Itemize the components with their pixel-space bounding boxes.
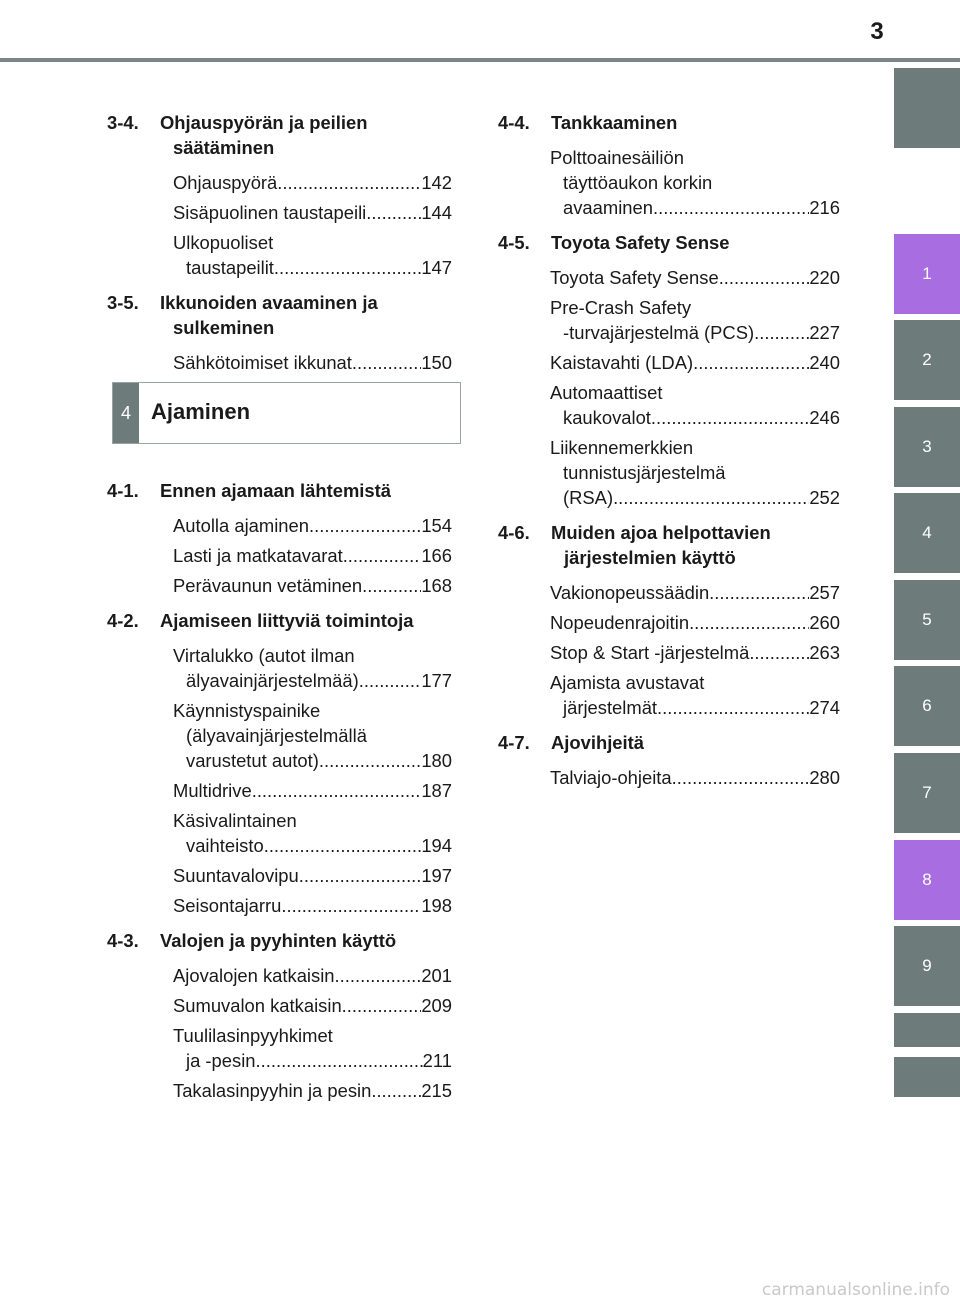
toc-entry[interactable]: Ajovalojen katkaisin ..... 201 <box>107 963 452 988</box>
section-heading: 4-7. Ajovihjeitä <box>498 732 644 753</box>
section-heading: 4-5. Toyota Safety Sense <box>498 232 730 253</box>
toc-entry[interactable]: Polttoainesäiliön täyttöaukon korkin avaaminen ..... 216 <box>498 145 840 220</box>
toc-entry[interactable]: Käsivalintainen vaihteisto ..... 194 <box>107 808 452 858</box>
toc-entry[interactable]: Seisontajarru ..... 198 <box>107 893 452 918</box>
toc-entry[interactable]: Ajamista avustavat järjestelmät ..... 274 <box>498 670 840 720</box>
toc-entry[interactable]: Suuntavalovipu ..... 197 <box>107 863 452 888</box>
toc-entry[interactable]: Sumuvalon katkaisin ..... 209 <box>107 993 452 1018</box>
side-tab-blank-bottom[interactable] <box>894 1057 960 1097</box>
side-tab-1[interactable]: 1 <box>894 234 960 314</box>
side-tab-5[interactable]: 5 <box>894 580 960 660</box>
toc-entry[interactable]: Ohjauspyörä ..... 142 <box>107 170 452 195</box>
section-heading: 4-1. Ennen ajamaan lähtemistä <box>107 480 391 501</box>
toc-entry[interactable]: Kaistavahti (LDA) ..... 240 <box>498 350 840 375</box>
toc-entry[interactable]: Automaattiset kaukovalot ..... 246 <box>498 380 840 430</box>
toc-entry[interactable]: Lasti ja matkatavarat ..... 166 <box>107 543 452 568</box>
chapter-heading-box <box>112 382 461 444</box>
side-tab-8[interactable]: 8 <box>894 840 960 920</box>
toc-entry[interactable]: Stop & Start -järjestelmä ..... 263 <box>498 640 840 665</box>
section-heading: 4-6. Muiden ajoa helpottavien järjestelmien käyttö <box>498 522 771 568</box>
toc-left-column <box>107 110 452 1108</box>
section-heading: 3-4. Ohjauspyörän ja peilien säätäminen <box>107 112 368 158</box>
side-tab-4[interactable]: 4 <box>894 493 960 573</box>
header-rule <box>0 58 960 62</box>
toc-right-column <box>498 110 840 795</box>
chapter-number: 4 <box>113 383 139 443</box>
side-tab-2[interactable]: 2 <box>894 320 960 400</box>
toc-entry[interactable]: Pre-Crash Safety -turvajärjestelmä (PCS) ..... 227 <box>498 295 840 345</box>
side-tab-blank-mid[interactable] <box>894 1013 960 1047</box>
side-tab-6[interactable]: 6 <box>894 666 960 746</box>
toc-entry[interactable]: Toyota Safety Sense ..... 220 <box>498 265 840 290</box>
toc-entry[interactable]: Tuulilasinpyyhkimet ja -pesin ..... 211 <box>107 1023 452 1073</box>
page-number: 3 <box>870 18 884 45</box>
watermark: carmanualsonline.info <box>761 1280 950 1300</box>
toc-entry[interactable]: Käynnistyspainike (älyavainjärjestelmällä varustetut autot) ..... 180 <box>107 698 452 773</box>
section-heading: 4-4. Tankkaaminen <box>498 112 678 133</box>
side-tab-7[interactable]: 7 <box>894 753 960 833</box>
toc-entry[interactable]: Virtalukko (autot ilman älyavainjärjestelmää) ..... 177 <box>107 643 452 693</box>
toc-entry[interactable]: Talviajo-ohjeita ..... 280 <box>498 765 840 790</box>
section-heading: 3-5. Ikkunoiden avaaminen ja sulkeminen <box>107 292 378 338</box>
chapter-title: Ajaminen <box>151 399 251 424</box>
toc-entry[interactable]: Liikennemerkkien tunnistusjärjestelmä (RSA) ..... 252 <box>498 435 840 510</box>
toc-entry[interactable]: Multidrive ..... 187 <box>107 778 452 803</box>
toc-entry[interactable]: Ulkopuoliset taustapeilit ..... 147 <box>107 230 452 280</box>
section-heading: 4-2. Ajamiseen liittyviä toimintoja <box>107 610 414 631</box>
toc-entry[interactable]: Perävaunun vetäminen ..... 168 <box>107 573 452 598</box>
side-tab-blank-top[interactable] <box>894 68 960 148</box>
side-tab-9[interactable]: 9 <box>894 926 960 1006</box>
toc-entry[interactable]: Autolla ajaminen ..... 154 <box>107 513 452 538</box>
side-tab-3[interactable]: 3 <box>894 407 960 487</box>
toc-entry[interactable]: Sisäpuolinen taustapeili ..... 144 <box>107 200 452 225</box>
toc-entry[interactable]: Takalasinpyyhin ja pesin ..... 215 <box>107 1078 452 1103</box>
toc-entry[interactable]: Vakionopeussäädin ..... 257 <box>498 580 840 605</box>
section-heading: 4-3. Valojen ja pyyhinten käyttö <box>107 930 397 951</box>
toc-entry[interactable]: Sähkötoimiset ikkunat ..... 150 <box>107 350 452 375</box>
toc-entry[interactable]: Nopeudenrajoitin ..... 260 <box>498 610 840 635</box>
